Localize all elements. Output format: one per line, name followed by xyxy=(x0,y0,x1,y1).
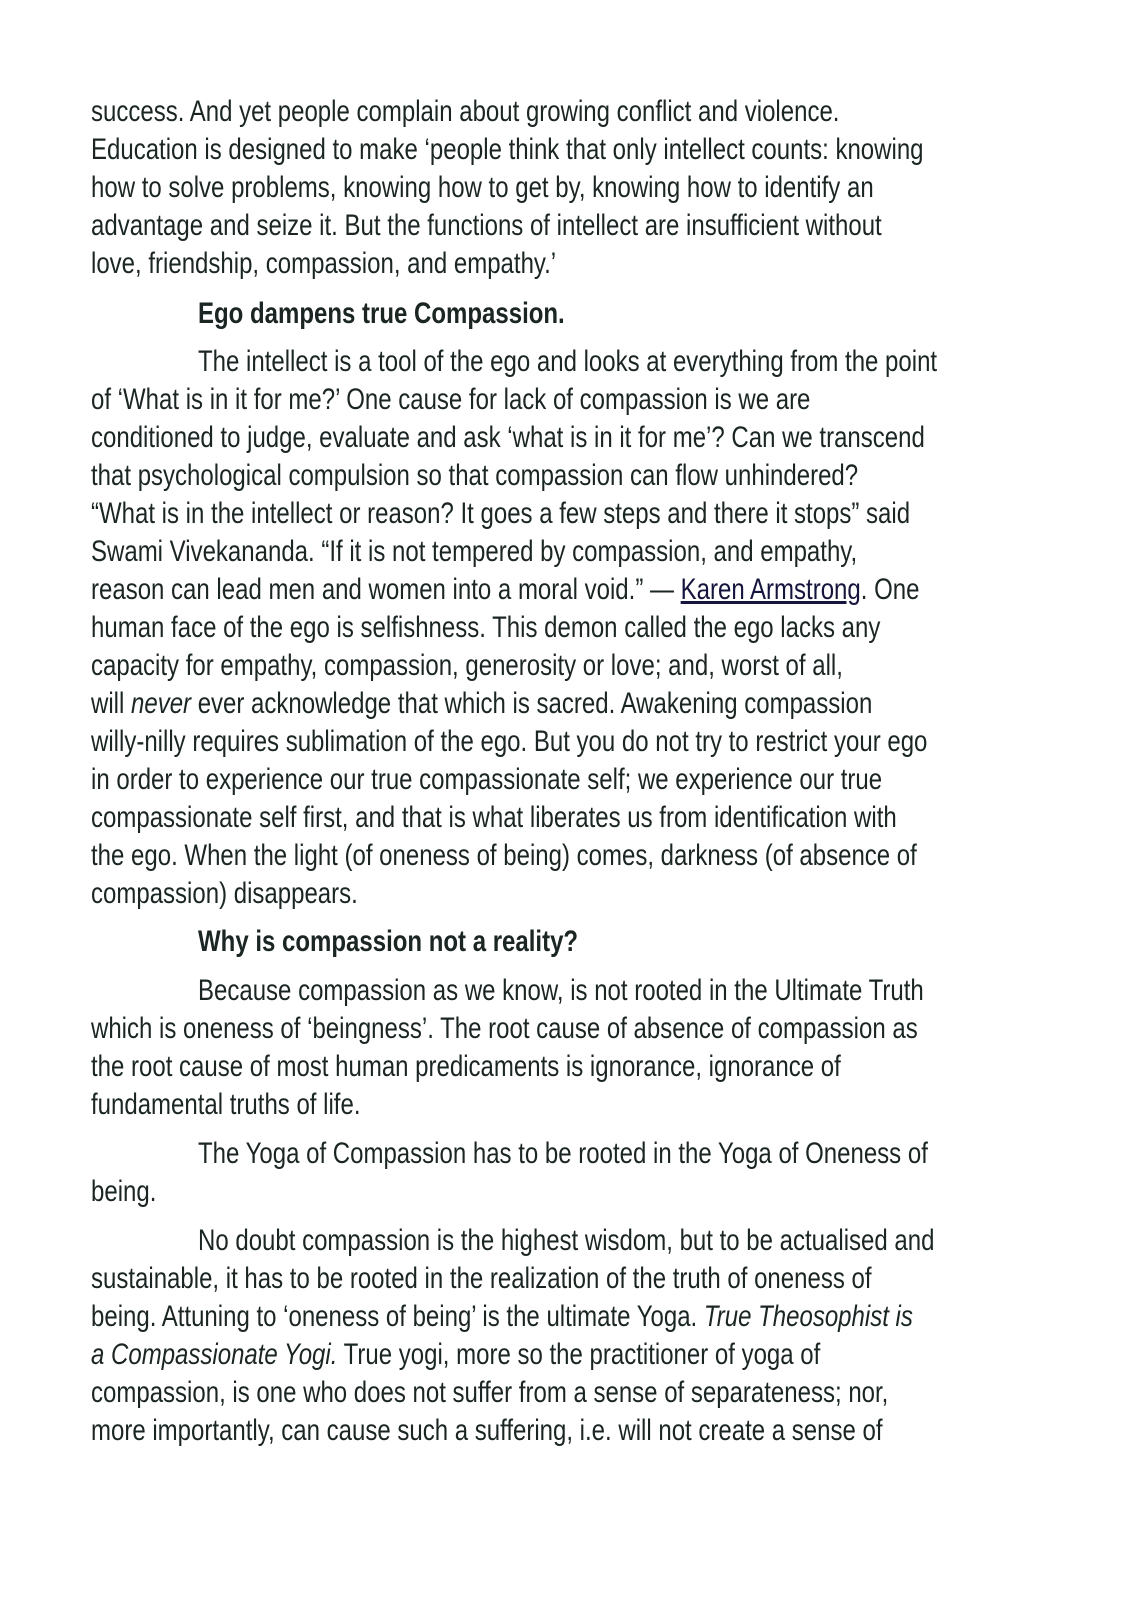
text-line xyxy=(91,1298,913,1336)
text-line: The Yoga of Compassion has to be rooted in the Yoga of Oneness of xyxy=(198,1137,928,1170)
text-span: True yogi, more so the practitioner of yoga of xyxy=(337,1338,821,1371)
emphasis-text: never xyxy=(131,687,192,720)
text-line: love, friendship, compassion, and empathy.’ xyxy=(91,247,557,280)
text-line xyxy=(91,685,872,723)
text-line: No doubt compassion is the highest wisdom, but to be actualised and xyxy=(198,1224,935,1257)
text-line: which is oneness of ‘beingness’. The root cause of absence of compassion as xyxy=(91,1012,918,1045)
text-line: success. And yet people complain about growing conflict and violence. xyxy=(91,95,840,128)
emphasis-text: True Theosophist is xyxy=(703,1300,913,1333)
section-heading: Ego dampens true Compassion. xyxy=(198,297,565,330)
text-line: that psychological compulsion so that compassion can flow unhindered? xyxy=(91,459,859,492)
text-line: of ‘What is in it for me?’ One cause for lack of compassion is we are xyxy=(91,383,811,416)
emphasis-text: a Compassionate Yogi. xyxy=(91,1338,338,1371)
text-line: sustainable, it has to be rooted in the realization of the truth of oneness of xyxy=(91,1262,872,1295)
section-heading: Why is compassion not a reality? xyxy=(198,925,579,958)
text-line: being. xyxy=(91,1175,157,1208)
text-line: compassion, is one who does not suffer from a sense of separateness; nor, xyxy=(91,1376,889,1409)
text-line: The intellect is a tool of the ego and looks at everything from the point xyxy=(198,345,938,378)
text-span: reason can lead men and women into a moral void.” — xyxy=(91,573,681,606)
text-span: will xyxy=(91,687,131,720)
text-span: . One xyxy=(860,573,920,606)
text-line: the ego. When the light (of oneness of being) comes, darkness (of absence of xyxy=(91,839,917,872)
text-line: “What is in the intellect or reason? It goes a few steps and there it stops” said xyxy=(91,497,911,530)
text-line: fundamental truths of life. xyxy=(91,1088,361,1121)
text-line: Swami Vivekananda. “If it is not tempered by compassion, and empathy, xyxy=(91,535,858,568)
text-line: more importantly, can cause such a suffering, i.e. will not create a sense of xyxy=(91,1414,883,1447)
text-span: ever acknowledge that which is sacred. Awakening compassion xyxy=(191,687,873,720)
text-line: the root cause of most human predicaments is ignorance, ignorance of xyxy=(91,1050,841,1083)
text-line: conditioned to judge, evaluate and ask ‘what is in it for me’? Can we transcend xyxy=(91,421,925,454)
text-line xyxy=(91,1336,820,1374)
text-line: in order to experience our true compassionate self; we experience our true xyxy=(91,763,883,796)
text-line: capacity for empathy, compassion, generosity or love; and, worst of all, xyxy=(91,649,843,682)
text-line: compassion) disappears. xyxy=(91,877,358,910)
text-line: advantage and seize it. But the functions of intellect are insufficient without xyxy=(91,209,882,242)
text-line: Education is designed to make ‘people think that only intellect counts: knowing xyxy=(91,133,924,166)
text-line: how to solve problems, knowing how to get by, knowing how to identify an xyxy=(91,171,874,204)
text-line: Because compassion as we know, is not rooted in the Ultimate Truth xyxy=(198,974,924,1007)
text-line: compassionate self first, and that is what liberates us from identification with xyxy=(91,801,897,834)
karen-armstrong-link[interactable]: Karen Armstrong xyxy=(680,573,861,606)
text-line: human face of the ego is selfishness. This demon called the ego lacks any xyxy=(91,611,881,644)
text-line xyxy=(91,571,919,609)
text-line: willy-nilly requires sublimation of the ego. But you do not try to restrict your ego xyxy=(91,725,928,758)
text-span: being. Attuning to ‘oneness of being’ is the ultimate Yoga. xyxy=(91,1300,704,1333)
